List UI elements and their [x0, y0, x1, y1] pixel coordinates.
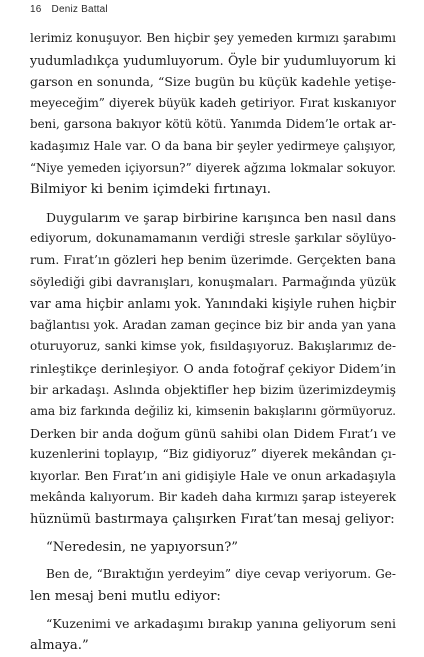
- text-line: “Neredesin, ne yapıyorsun?”: [46, 539, 239, 555]
- paragraph-4: [30, 564, 396, 607]
- page-number: 16: [30, 4, 42, 15]
- text-line: ama biz farkında değiliz ki, kimsenin bakışlarını görmüyoruz.: [30, 404, 396, 419]
- text-line: kıyorlar. Ben Fırat’ın ani gidişiyle Hale ve onun arkadaşıyla: [30, 468, 396, 483]
- paragraph-1: [30, 28, 396, 201]
- paragraph-5: [30, 613, 396, 656]
- text-line: almaya.”: [30, 638, 89, 654]
- text-line: var ama hiçbir anlamı yok. Yanındaki kişiyle ruhen hiçbir: [30, 296, 396, 312]
- text-line: oturuyoruz, sanki kimse yok, fısıldaşıyoruz. Bakışlarımız de-: [30, 339, 396, 354]
- text-line: garson en sonunda, “Size bugün bu küçük kadehle yetişe-: [30, 74, 396, 90]
- text-line: meyeceğim” diyerek büyük kadeh getiriyor. Fırat kıskanıyor: [30, 95, 396, 110]
- text-line: rum. Fırat’ın gözleri hep benim üzerimde. Gerçekten bana: [30, 252, 396, 267]
- text-line: yudumladıkça yudumluyorum. Öyle bir yudumluyorum ki: [30, 52, 396, 68]
- paragraph-3: [30, 537, 396, 559]
- paragraph-2: [30, 207, 396, 531]
- text-line: rinleştikçe derinleşiyor. O anda fotoğraf çekiyor Didem’in: [30, 360, 396, 376]
- body-text: [30, 28, 396, 657]
- text-line: söylediği gibi davranışları, konuşmaları. Parmağında yüzük: [30, 274, 396, 289]
- running-head: [30, 4, 108, 15]
- text-line: Bilmiyor ki benim içimdeki fırtınayı.: [30, 182, 271, 198]
- text-line: bağlantısı yok. Aradan zaman geçince biz bir anda yan yana: [30, 317, 396, 332]
- text-line: kadaşımız Hale var. O da bana bir şeyler yedirmeye çalışıyor,: [30, 138, 396, 153]
- text-line: mekânda kalıyorum. Bir kadeh daha kırmızı şarap isteyerek: [30, 490, 396, 505]
- text-line: Ben de, “Bıraktığın yerdeyim” diye cevap veriyorum. Ge-: [46, 567, 396, 582]
- text-line: kuzenlerini toplayıp, “Biz gidiyoruz” diyerek mekândan çı-: [30, 447, 396, 462]
- text-line: ediyorum, dokunamamanın verdiği stresle şarkılar söylüyo-: [30, 231, 396, 246]
- text-line: “Kuzenimi ve arkadaşımı bırakıp yanına geliyorum seni: [46, 616, 396, 632]
- text-line: Derken bir anda doğum günü sahibi olan Didem Fırat’ı ve: [30, 425, 396, 441]
- text-line: len mesaj beni mutlu ediyor:: [30, 588, 221, 604]
- text-line: beni, garsona bakıyor kötü kötü. Yanımda Didem’le ortak ar-: [30, 117, 396, 132]
- text-line: “Niye yemeden içiyorsun?” diyerek ağzıma lokmalar sokuyor.: [30, 160, 396, 175]
- text-line: bir arkadaşı. Aslında objektifler hep bizim üzerimizdeymiş: [30, 382, 396, 397]
- text-line: hüznümü bastırmaya çalışırken Fırat’tan mesaj geliyor:: [30, 512, 395, 528]
- text-line: Duygularım ve şarap birbirine karışınca ben nasıl dans: [46, 209, 396, 225]
- text-line: lerimiz konuşuyor. Ben hiçbir şey yemeden kırmızı şarabımı: [30, 31, 396, 45]
- running-head-author: Deniz Battal: [51, 4, 108, 15]
